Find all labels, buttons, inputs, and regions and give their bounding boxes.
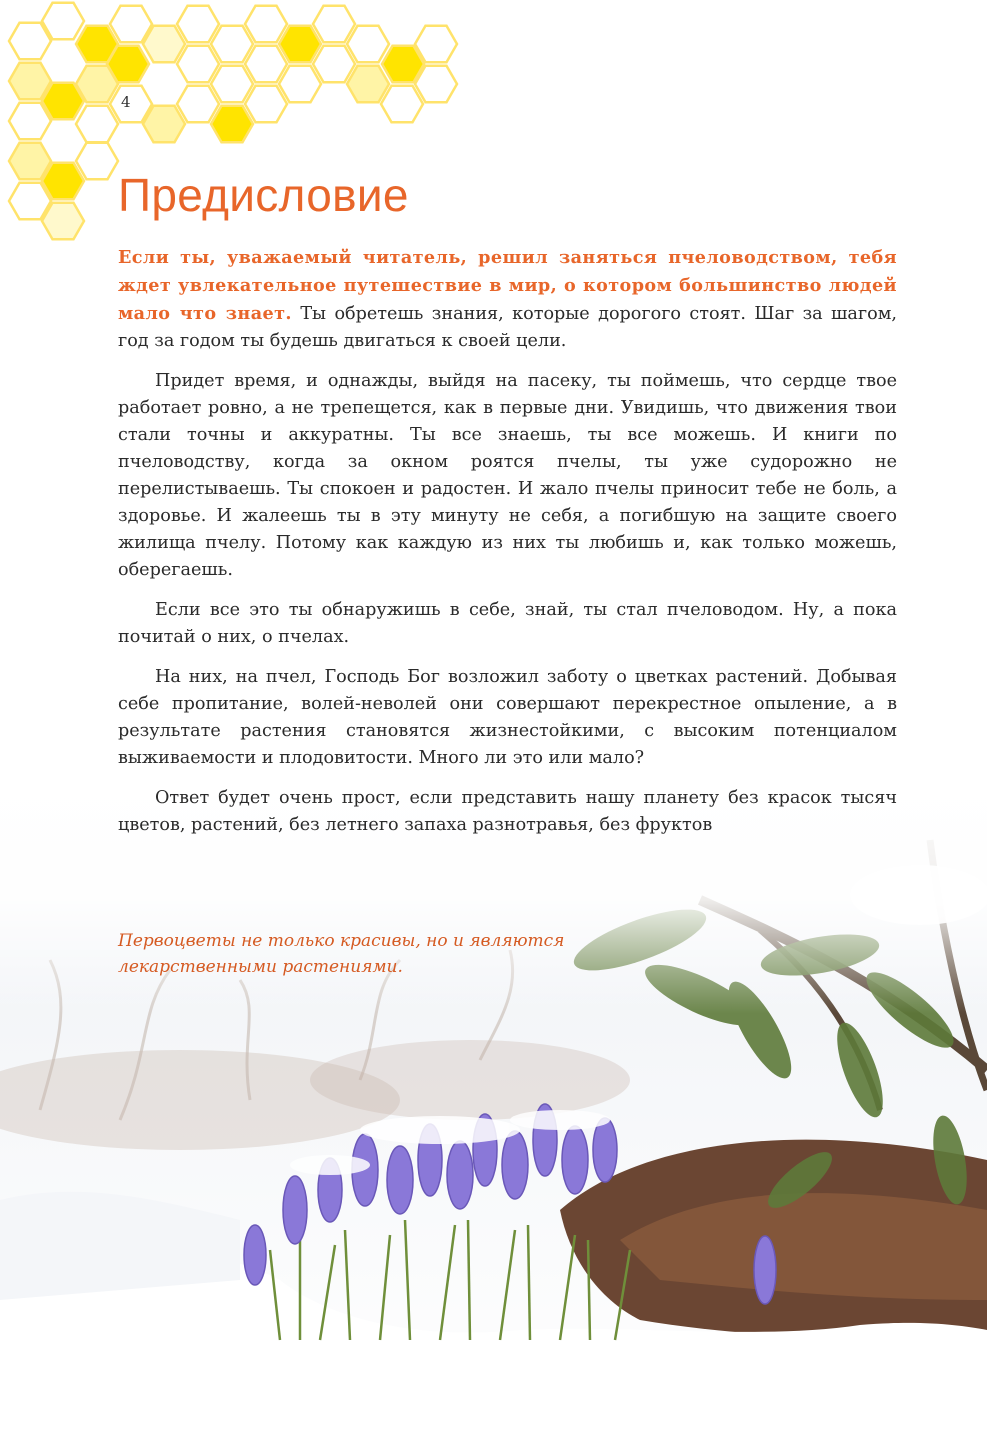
paragraph-5: Ответ будет очень прост, если представить нашу планету без красок тысяч цветов, растений, без летнего запаха разнотравья, без фруктов: [118, 788, 897, 835]
photo-caption: Первоцветы не только красивы, но и являются лекарственными растениями.: [118, 931, 565, 977]
paragraph-3: Если все это ты обнаружишь в себе, знай, ты стал пчеловодом. Ну, а пока почитай о них, о пчелах.: [118, 600, 897, 647]
paragraph-2: Придет время, и однажды, выйдя на пасеку, ты поймешь, что сердце твое работает ровно, а не трепещется, как в первые дни. Увидишь, что движения твои стали точны и аккуратны. Ты все знаешь, ты все можешь. И книги по пчеловодству, когда за окном роятся пчелы, ты уже судорожно не перелистываешь. Ты спокоен и радостен. И жало пчелы приносит тебе не боль, а здоровье. И жалеешь ты в эту минуту не себя, а погибшую на защите своего жилища пчелу. Потому как каждую из них ты любишь и, как только можешь, оберегаешь.: [118, 371, 897, 580]
crocus-snow-photo: [0, 780, 987, 1447]
paragraph-4: На них, на пчел, Господь Бог возложил заботу о цветках растений. Добывая себе пропитание, волей-неволей они совершают перекрестное опыление, а в результате растения становятся жизнестойкими, с высоким потенциалом выживаемости и плодовитости. Много ли это или мало?: [118, 667, 897, 768]
page-number: 4: [121, 93, 131, 111]
body-text: [118, 244, 897, 852]
paragraph-1: [118, 244, 897, 355]
lead-sentence: Если ты, уважаемый читатель, решил заняться пчеловодством, тебя ждет увлекательное путешествие в мир, о котором большинство людей мало что знает.: [118, 247, 897, 324]
paragraph-1-rest: Ты обретешь знания, которые дорогого стоят. Шаг за шагом, год за годом ты будешь двигаться к своей цели.: [118, 304, 897, 351]
page-title: Предисловие: [118, 169, 409, 221]
